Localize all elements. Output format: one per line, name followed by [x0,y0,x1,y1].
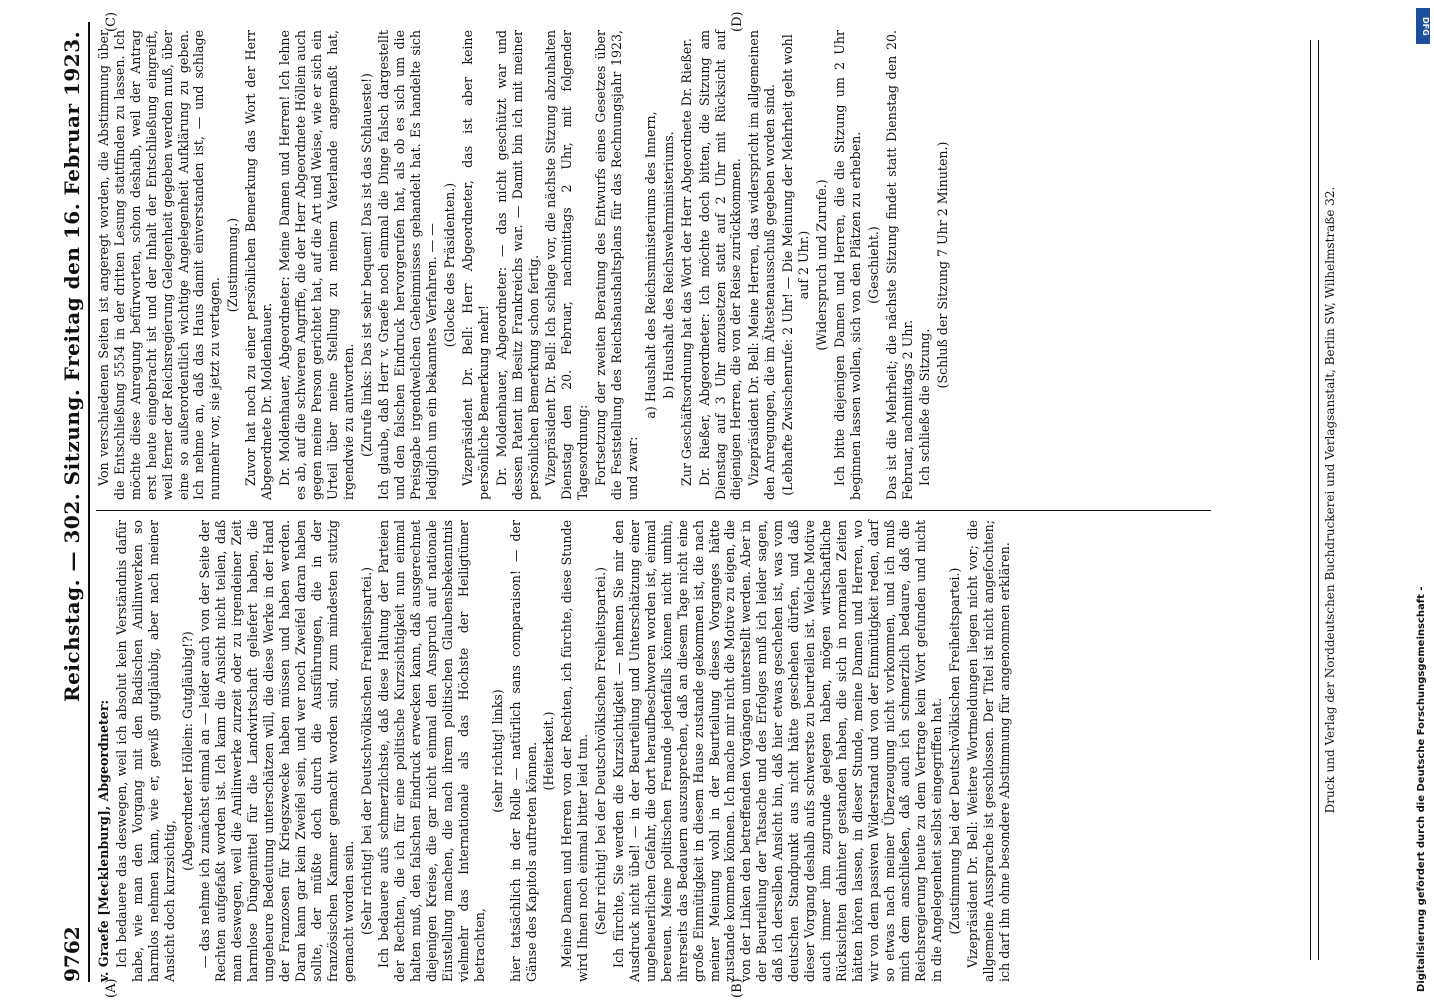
paragraph: Ich bedauere aufs schmerzlichste, daß diese Haltung der Parteien der Rechten, die ich für eine politische Kurzsichtigkeit nun einmal halten muß, den falschen Eindruck erwecken kann, daß ausgerechnet diejenigen Kreise, die gar nicht einmal den Anspruch auf nationale Einstellung machen, die nach ihrem politischen Glaubensbekenntnis vielmehr das Internationale als das Höchste der Heiligtümer betrachten, [376,520,487,982]
paragraph: Dr. Moldenhauer, Abgeordneter: Meine Damen und Herren! Ich lehne es ab, auf die schweren Angriffe, die der Herr Abgeordnete Höllein auch gegen meine Person gerichtet hat, auf die Art und Weise, wie er sich ein Urteil über meine Stellung zu meinem Vaterlande angemaßt hat, irgendwie zu antworten. [276,30,356,500]
paragraph: — das nehme ich zunächst einmal an — leider auch von der Seite der Rechten aufgefaßt worden ist. Ich kann die Ansicht nicht teilen, daß man deswegen, weil die Anilinwerke zurzeit oder zu irgendeiner Zeit harmlose Düngemittel für die Landwirtschaft geliefert haben, die ungeheure Bedeutung unterschätzen will, die diese Werke in der Hand der Franzosen für Kriegszwecke haben müssen und haben werden. Daran kann gar kein Zweifel sein, und wer noch Zweifel daran haben sollte, der müßte doch durch die Ausführungen, die in der französischen Kammer gemacht worden sind, zum mindesten stutzig gemacht worden sein. [197,520,356,982]
paragraph: Zur Geschäftsordnung hat das Wort der Herr Abgeordnete Dr. Rießer. [678,38,694,486]
right-column [96,30,953,500]
left-column [96,520,1015,982]
page-title: Reichstag. — 302. Sitzung. Freitag den 16. Februar 1923. [60,30,84,702]
interjection: (Lebhafte Zwischenrufe: 2 Uhr! — Die Meinung der Mehrheit geht wohl auf 2 Uhr.) [780,34,812,496]
interjection: (Sehr richtig! bei der Deutschvölkischen Freiheitspartei.) [358,567,374,935]
margin-mark-a: (A) [104,978,119,998]
interjection: (Zustimmung.) [225,217,241,313]
margin-mark-b: (B) [730,978,745,998]
interjection: (Abgeordneter Höllein: Gutgläubig!?) [179,631,195,871]
paragraph: Meine Damen und Herren von der Rechten, ich fürchte, diese Stunde wird Ihnen noch einmal bitter leid tun. [559,520,591,982]
interjection: (Widerspruch und Zurufe.) [813,179,829,351]
interjection: (Sehr richtig! bei der Deutschvölkischen Freiheitspartei.) [593,567,609,935]
footer-rule [1310,40,1311,960]
paragraph: Vizepräsident Dr. Bell: Meine Herren, das widerspricht im allgemeinen den Anregungen, die im Ältestenausschuß gegeben worden sind. [746,30,778,500]
interjection: (Zurufe links: Das ist sehr bequem! Das ist das Schlaueste!) [358,73,374,457]
printer-imprint: Druck und Verlag der Norddeutschen Buchdruckerei und Verlagsanstalt, Berlin SW, Wilhelmstraße 32. [1318,40,1337,960]
dfg-logo: DFG [1416,8,1430,44]
interjection: (Schluß der Sitzung 7 Uhr 2 Minuten.) [935,141,951,389]
paragraph: Von verschiedenen Seiten ist angeregt worden, die Abstimmung über die Entschließung 5554 in der dritten Lesung stattfinden zu lassen. Ich möchte diese Anregung befürworten, schon deshalb, weil der Antrag erst heute eingebracht ist und der Inhalt der Entschließung eingreift, weil ferner der Reichsregierung Gelegenheit gegeben werden muß, über eine so außerordentlich wichtige Angelegenheit Aufklärung zu geben. Ich nehme an, daß das Haus damit einverstanden ist, — und schlage nunmehr vor, sie jetzt zu vertagen. [96,30,223,500]
column-divider [96,510,1211,511]
paragraph: Ich bitte diejenigen Damen und Herren, die die Sitzung um 2 Uhr beginnen lassen wollen, sich von den Plätzen zu erheben. [831,30,863,500]
paragraph: Dr. Rießer, Abgeordneter: Ich möchte doch bitten, die Sitzung am Dienstag auf 3 Uhr anzusetzen statt auf 2 Uhr mit Rücksicht auf diejenigen Herren, die von der Reise zurückkommen. [696,30,744,500]
interjection: (Geschieht.) [865,226,881,304]
paragraph: Fortsetzung der zweiten Beratung des Entwurfs eines Gesetzes über die Feststellung des Reichshaushaltsplans für das Rechnungsjahr 1923, und zwar: [593,30,640,500]
paragraph: Vizepräsident Dr. Bell: Herr Abgeordneter, das ist aber keine persönliche Bemerkung mehr! [459,30,491,500]
interjection: (Glocke des Präsidenten.) [442,182,458,348]
agenda-item: b) Haushalt des Reichswehrministeriums. [660,131,676,399]
digitization-credit: Digitalisierung gefördert durch die Deutsche Forschungsgemeinschaft - [1416,586,1427,992]
paragraph: Ich glaube, daß Herr v. Graefe noch einmal die Dinge falsch dargestellt und den falschen Eindruck hervorgerufen hat, als ob es sich um die Preisgabe irgendwelchen Geheimnisses gehandelt hat. Es handelte sich lediglich um ein bekanntes Verfahren. — — [376,30,440,500]
paragraph: Vizepräsident Dr. Bell: Weitere Wortmeldungen liegen nicht vor; die allgemeine Aussprache ist geschlossen. Der Titel ist nicht angefochten; ich darf ihn ohne besondere Abstimmung für angenommen erklären. [965,520,1012,982]
paragraph: Ich fürchte, Sie werden die Kurzsichtigkeit — nehmen Sie mir den Ausdruck nicht übel! — in der Beurteilung und Unterschätzung einer ungeheuerlichen Gefahr, die dort heraufbeschworen worden ist, einmal bereuen. Meine politischen Freunde jedenfalls können nicht umhin, ihrerseits das Bedauern auszusprechen, daß an diesem Tage nicht eine große Einmütigkeit in diesem Hause zustande gekommen ist, die nach meiner Meinung wohl in der Beurteilung dieses Vorganges hätte zustande kommen können. Ich mache mir nicht die Motive zu eigen, die von der Linken den betreffenden Vorgängen unterstellt werden. Aber in der Beurteilung der Tatsache und des Erfolges muß ich leider sagen, daß ich derselben Ansicht bin, daß hier etwas geschehen ist, was vom deutschen Standpunkt aus nicht hätte geschehen dürfen, und daß dieser Vorgang deshalb aufs schwerste zu beurteilen ist. Welche Motive auch immer ihm zugrunde gelegen haben, mögen wirtschaftliche Rücksichten dahinter gestanden haben, die sich in normalen Zeiten hätten hören lassen, in dieser Stunde, meine Damen und Herren, wo wir von dem passiven Widerstand und von der Einmütigkeit reden, darf so etwas nach meiner Überzeugung nicht vorkommen, und ich muß mich dem anschließen, daß auch ich schmerzlich bedaure, daß die Reichsregierung heute zu dem Vertrage kein Wort gefunden und nicht in die Angelegenheit selbst eingegriffen hat. [611,520,945,982]
interjection: (sehr richtig! links) [489,689,505,813]
page-header [58,22,90,982]
paragraph: Das ist die Mehrheit; die nächste Sitzung findet statt Dienstag den 20. Februar, nachmittags 2 Uhr. [883,30,915,500]
margin-mark-c: (C) [104,11,119,32]
paragraph: Vizepräsident Dr. Bell: Ich schlage vor, die nächste Sitzung abzuhalten Dienstag den 20. Februar, nachmittags 2 Uhr, mit folgender Tagesordnung: [543,30,591,500]
agenda-item: a) Haushalt des Reichsministeriums des Innern, [642,111,658,419]
interjection: (Zustimmung bei der Deutschvölkischen Freiheitspartei.) [947,567,963,935]
paragraph: Zuvor hat noch zu einer persönlichen Bemerkung das Wort der Herr Abgeordnete Dr. Moldenhauer. [243,30,275,500]
interjection: (Heiterkeit.) [541,711,557,791]
paragraph: hier tatsächlich in der Rolle — natürlich sans comparaison! — der Gänse des Kapitols auftreten können. [507,520,539,982]
page-number: 9762 [60,926,84,982]
paragraph: Dr. Moldenhauer, Abgeordneter: — das nicht geschützt war und dessen Patent im Besitz Frankreichs war. — Damit bin ich mit meiner persönlichen Bemerkung schon fertig. [493,30,541,500]
speaker-line: v. Graefe [Mecklenburg], Abgeordneter: [96,699,111,982]
paragraph: Ich bedauere das deswegen, weil ich absolut kein Verständnis dafür habe, wie man den Vorgang mit den Badischen Anilinwerken so harmlos nehmen kann, wie er, gewiß gutgläubig, aber nach meiner Ansicht doch kurzsichtig, [113,520,177,982]
paragraph: Ich schließe die Sitzung. [917,328,933,486]
margin-mark-d: (D) [730,11,745,32]
